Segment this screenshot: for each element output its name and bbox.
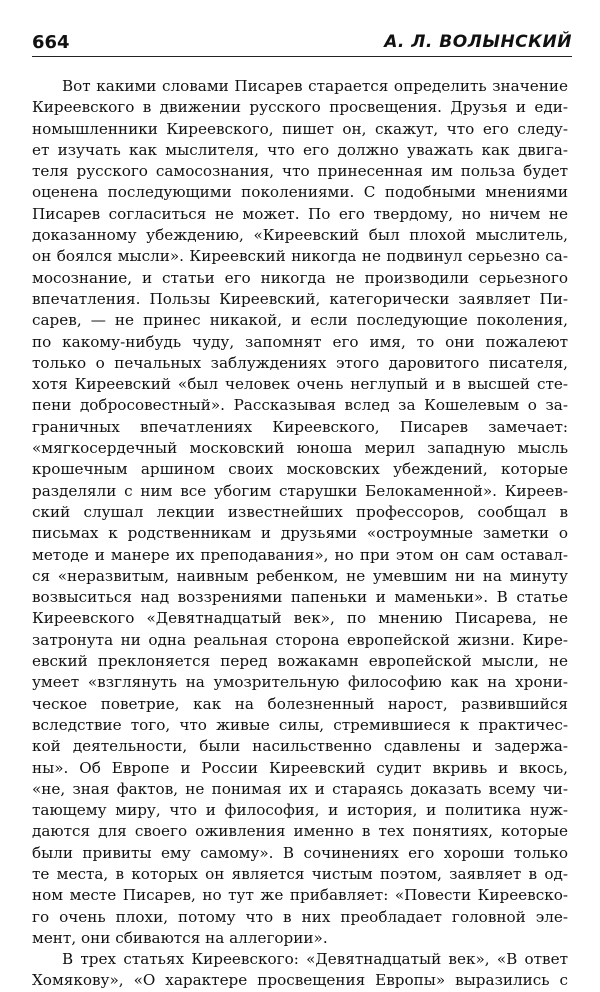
text-line: ский слушал лекции известнейших профессоров, сообщал в (32, 502, 568, 521)
text-line: ческое поветрие, как на болезненный нарост, развившийся (32, 694, 568, 713)
text-line: ся «неразвитым, наивным ребенком, не умевшим ни на минуту (32, 566, 568, 585)
text-line: только о печальных заблуждениях этого даровитого писателя, (32, 353, 568, 372)
text-line: методе и манере их преподавания», но при этом он сам оставал- (32, 545, 568, 564)
text-line: пени добросовестный». Рассказывая вслед за Кошелевым о за- (32, 396, 568, 415)
text-line: В трех статьях Киреевского: «Девятнадцатый век», «В ответ (62, 950, 568, 969)
page-header (32, 30, 572, 57)
text-line: затронута ни одна реальная сторона европейской жизни. Кире- (32, 630, 568, 649)
text-line: Писарев согласиться не может. По его твердому, но ничем не (32, 204, 568, 223)
text-line: даются для своего оживления именно в тех понятиях, которые (32, 822, 568, 841)
text-line: мент, они сбиваются на аллегории». (32, 928, 328, 947)
paragraph-2 (32, 949, 568, 992)
text-line: кой деятельности, были насильственно сдавлены и задержа- (32, 737, 568, 756)
text-line: крошечным аршином своих московских убеждений, которые (32, 460, 568, 479)
text-line: были привиты ему самому». В сочинениях его хороши только (32, 843, 568, 862)
paragraph-1 (32, 76, 568, 949)
text-line: номышленники Киреевского, пишет он, скажут, что его следу- (32, 119, 568, 138)
text-line: оценена последующими поколениями. С подобными мнениями (32, 183, 568, 202)
text-line: по какому-нибудь чуду, запомнят его имя, то они пожалеют (32, 332, 568, 351)
page-number: 664 (32, 32, 70, 53)
text-line: Хомякову», «О характере просвещения Европы» выразились с (32, 971, 568, 990)
text-line: возвыситься над воззрениями папеньки и маменьки». В статье (32, 588, 568, 607)
text-line: те места, в которых он является чистым поэтом, заявляет в од- (32, 864, 568, 883)
text-line: го очень плохи, потому что в них преобладает головной эле- (32, 907, 568, 926)
text-line: «не, зная фактов, не понимая их и стараясь доказать всему чи- (32, 779, 568, 798)
text-line: письмах к родственникам и друзьями «остроумные заметки о (32, 524, 568, 543)
text-line: умеет «взглянуть на умозрительную философию как на хрони- (32, 673, 568, 692)
text-line: впечатления. Пользы Киреевский, категорически заявляет Пи- (32, 289, 568, 308)
text-line: ны». Об Европе и России Киреевский судит вкривь и вкось, (32, 758, 568, 777)
text-line: сарев, — не принес никакой, и если последующие поколения, (32, 311, 568, 330)
text-line: доказанному убеждению, «Киреевский был плохой мыслитель, (32, 226, 568, 245)
text-line: хотя Киреевский «был человек очень неглупый и в высшей сте- (32, 375, 568, 394)
text-line: «мягкосердечный московский юноша мерил западную мысль (32, 439, 568, 458)
text-line: Вот какими словами Писарев старается определить значение (62, 77, 568, 95)
text-line: разделяли с ним все убогим старушки Белокаменной». Киреев- (32, 481, 568, 500)
text-line: ном месте Писарев, но тут же прибавляет: «Повести Киреевско- (32, 886, 568, 905)
text-line: Киреевского «Девятнадцатый век», по мнению Писарева, не (32, 609, 568, 628)
text-line: вследствие того, что живые силы, стремившиеся к практичес- (32, 715, 568, 734)
text-line: евский преклоняется перед вожакамн европейской мысли, не (32, 652, 568, 671)
text-line: он боялся мысли». Киреевский никогда не подвинул серьезно са- (32, 247, 568, 266)
text-line: граничных впечатлениях Киреевского, Писарев замечает: (32, 417, 568, 436)
running-head: А. Л. ВОЛЫНСКИЙ (384, 32, 572, 52)
text-line: Киреевского в движении русского просвещения. Друзья и еди- (32, 98, 568, 117)
body-text (32, 76, 568, 992)
text-line: теля русского самосознания, что принесенная им польза будет (32, 162, 568, 181)
text-line: тающему миру, что и философия, и история, и политика нуж- (32, 801, 568, 820)
text-line: мосознание, и статьи его никогда не производили серьезного (32, 268, 568, 287)
text-line: ет изучать как мыслителя, что его должно уважать как двига- (32, 140, 568, 159)
